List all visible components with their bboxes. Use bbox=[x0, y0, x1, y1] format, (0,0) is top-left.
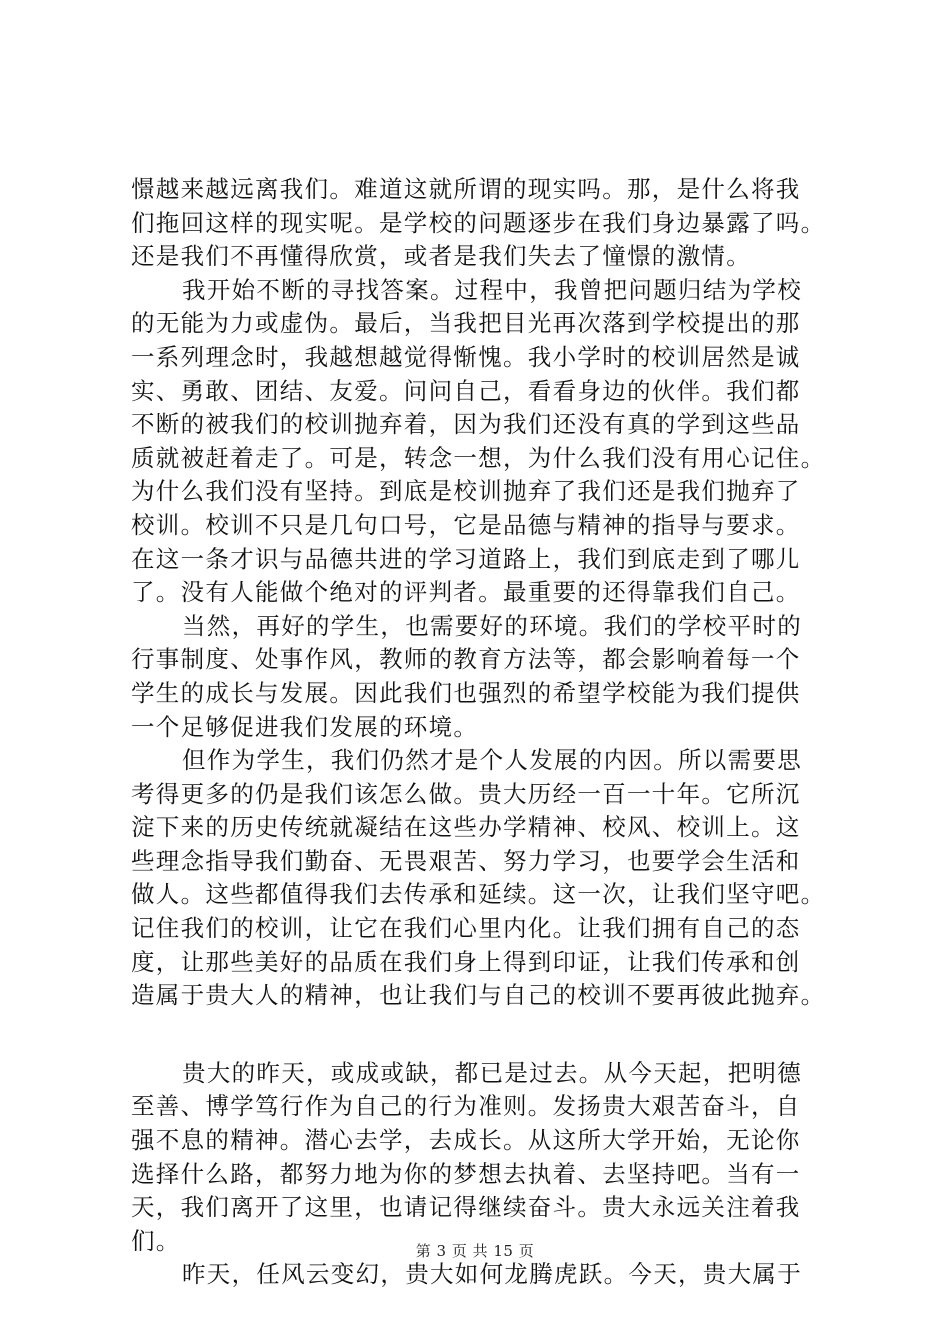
text-line: 质就被赶着走了。可是，转念一想，为什么我们没有用心记住。 bbox=[131, 443, 826, 472]
text-line: 选择什么路，都努力地为你的梦想去执着、去坚持吧。当有一 bbox=[131, 1159, 801, 1188]
text-line: 不断的被我们的校训抛弃着，因为我们还没有真的学到这些品 bbox=[131, 410, 801, 439]
page-footer: 第 3 页 共 15 页 bbox=[415, 1242, 535, 1260]
body-text bbox=[131, 173, 831, 1292]
paragraph bbox=[131, 744, 831, 1013]
text-line: 当然，再好的学生，也需要好的环境。我们的学校平时的 bbox=[182, 611, 802, 640]
text-line: 做人。这些都值得我们去传承和延续。这一次，让我们坚守吧。 bbox=[131, 880, 826, 909]
text-line: 昨天，任风云变幻，贵大如何龙腾虎跃。今天，贵大属于 bbox=[182, 1260, 802, 1289]
paragraph bbox=[131, 1057, 831, 1259]
paragraph bbox=[131, 274, 831, 610]
text-line: 些理念指导我们勤奋、无畏艰苦、努力学习，也要学会生活和 bbox=[131, 846, 801, 875]
text-line: 校训。校训不只是几句口号，它是品德与精神的指导与要求。 bbox=[131, 510, 801, 539]
paragraph bbox=[131, 173, 831, 274]
text-line: 强不息的精神。潜心去学，去成长。从这所大学开始，无论你 bbox=[131, 1126, 801, 1155]
text-line: 为什么我们没有坚持。到底是校训抛弃了我们还是我们抛弃了 bbox=[131, 477, 801, 506]
text-line: 学生的成长与发展。因此我们也强烈的希望学校能为我们提供 bbox=[131, 678, 801, 707]
text-line: 我开始不断的寻找答案。过程中，我曾把问题归结为学校 bbox=[182, 275, 802, 304]
text-line: 实、勇敢、团结、友爱。问问自己，看看身边的伙伴。我们都 bbox=[131, 376, 801, 405]
text-line: 但作为学生，我们仍然才是个人发展的内因。所以需要思 bbox=[182, 746, 802, 775]
text-line: 记住我们的校训，让它在我们心里内化。让我们拥有自己的态 bbox=[131, 914, 801, 943]
text-line: 贵大的昨天，或成或缺，都已是过去。从今天起，把明德 bbox=[182, 1058, 802, 1087]
text-line: 一个足够促进我们发展的环境。 bbox=[131, 712, 479, 741]
text-line: 天，我们离开了这里，也请记得继续奋斗。贵大永远关注着我 bbox=[131, 1193, 801, 1222]
text-line: 至善、博学笃行作为自己的行为准则。发扬贵大艰苦奋斗，自 bbox=[131, 1092, 801, 1121]
text-line: 们拖回这样的现实呢。是学校的问题逐步在我们身边暴露了吗。 bbox=[131, 208, 826, 237]
text-line: 在这一条才识与品德共进的学习道路上，我们到底走到了哪儿 bbox=[131, 544, 801, 573]
paragraph bbox=[131, 610, 831, 744]
text-line: 度，让那些美好的品质在我们身上得到印证，让我们传承和创 bbox=[131, 947, 801, 976]
text-line: 憬越来越远离我们。难道这就所谓的现实吗。那，是什么将我 bbox=[131, 175, 801, 203]
text-line: 考得更多的仍是我们该怎么做。贵大历经一百一十年。它所沉 bbox=[131, 779, 801, 808]
text-line: 一系列理念时，我越想越觉得惭愧。我小学时的校训居然是诚 bbox=[131, 342, 801, 371]
text-line: 淀下来的历史传统就凝结在这些办学精神、校风、校训上。这 bbox=[131, 813, 801, 842]
text-line: 们。 bbox=[131, 1226, 181, 1255]
paragraph-gap bbox=[131, 1013, 831, 1057]
text-line: 造属于贵大人的精神，也让我们与自己的校训不要再彼此抛弃。 bbox=[131, 981, 826, 1010]
paragraph bbox=[131, 1258, 831, 1292]
text-line: 了。没有人能做个绝对的评判者。最重要的还得靠我们自己。 bbox=[131, 578, 801, 607]
text-line: 的无能为力或虚伪。最后，当我把目光再次落到学校提出的那 bbox=[131, 309, 801, 338]
text-line: 还是我们不再懂得欣赏，或者是我们失去了憧憬的激情。 bbox=[131, 242, 751, 271]
text-line: 行事制度、处事作风，教师的教育方法等，都会影响着每一个 bbox=[131, 645, 801, 674]
